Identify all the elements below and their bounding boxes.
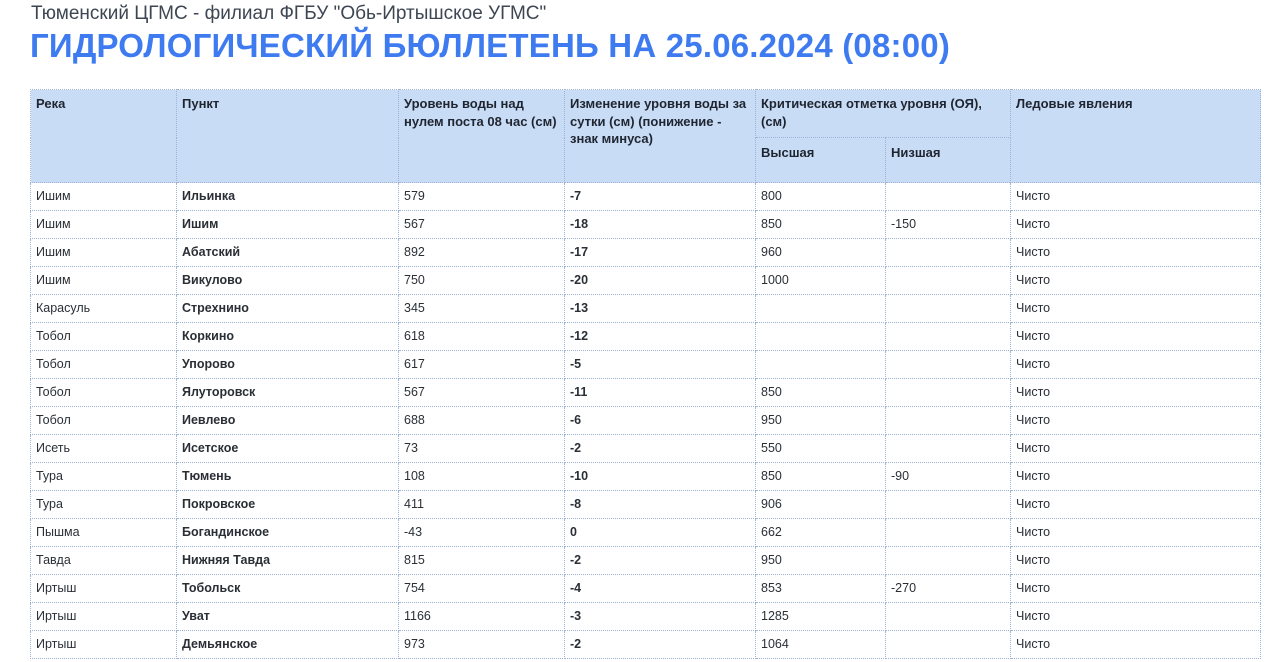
low-cell — [886, 435, 1011, 463]
change-cell: -6 — [565, 407, 756, 435]
high-cell: 960 — [756, 239, 886, 267]
level-cell: 750 — [399, 267, 565, 295]
table-body — [31, 183, 1261, 659]
river-cell: Тобол — [31, 351, 177, 379]
ice-cell: Чисто — [1011, 211, 1261, 239]
ice-cell: Чисто — [1011, 295, 1261, 323]
table-row — [31, 547, 1261, 575]
point-cell: Тобольск — [177, 575, 399, 603]
river-cell: Пышма — [31, 519, 177, 547]
low-cell — [886, 631, 1011, 659]
low-cell — [886, 519, 1011, 547]
river-cell: Иртыш — [31, 631, 177, 659]
change-cell: -3 — [565, 603, 756, 631]
river-cell: Исеть — [31, 435, 177, 463]
level-cell: 892 — [399, 239, 565, 267]
level-cell: 618 — [399, 323, 565, 351]
high-cell: 853 — [756, 575, 886, 603]
table-row — [31, 183, 1261, 211]
ice-cell: Чисто — [1011, 463, 1261, 491]
low-cell — [886, 491, 1011, 519]
level-cell: 108 — [399, 463, 565, 491]
change-cell: -2 — [565, 547, 756, 575]
level-cell: 617 — [399, 351, 565, 379]
river-cell: Иртыш — [31, 603, 177, 631]
low-cell: -150 — [886, 211, 1011, 239]
change-cell: -18 — [565, 211, 756, 239]
level-cell: 579 — [399, 183, 565, 211]
high-cell: 1000 — [756, 267, 886, 295]
header-critical: Критическая отметка уровня (ОЯ), (см) — [756, 90, 1011, 138]
river-cell: Карасуль — [31, 295, 177, 323]
ice-cell: Чисто — [1011, 183, 1261, 211]
header-point: Пункт — [177, 90, 399, 183]
table-row — [31, 491, 1261, 519]
change-cell: -20 — [565, 267, 756, 295]
change-cell: -7 — [565, 183, 756, 211]
change-cell: -2 — [565, 631, 756, 659]
header-level: Уровень воды над нулем поста 08 час (см) — [399, 90, 565, 183]
table-row — [31, 407, 1261, 435]
high-cell: 850 — [756, 463, 886, 491]
header-change: Изменение уровня воды за сутки (см) (понижение - знак минуса) — [565, 90, 756, 183]
ice-cell: Чисто — [1011, 547, 1261, 575]
low-cell — [886, 379, 1011, 407]
header-row — [31, 90, 1261, 138]
low-cell — [886, 183, 1011, 211]
change-cell: -8 — [565, 491, 756, 519]
ice-cell: Чисто — [1011, 435, 1261, 463]
point-cell: Ильинка — [177, 183, 399, 211]
change-cell: -13 — [565, 295, 756, 323]
low-cell — [886, 295, 1011, 323]
table-row — [31, 603, 1261, 631]
river-cell: Тобол — [31, 323, 177, 351]
high-cell: 906 — [756, 491, 886, 519]
point-cell: Покровское — [177, 491, 399, 519]
header-low: Низшая — [886, 138, 1011, 183]
table-row — [31, 211, 1261, 239]
level-cell: 973 — [399, 631, 565, 659]
organization-subtitle: Тюменский ЦГМС - филиал ФГБУ "Обь-Иртышское УГМС" — [31, 3, 547, 24]
table-row — [31, 323, 1261, 351]
point-cell: Стрехнино — [177, 295, 399, 323]
ice-cell: Чисто — [1011, 323, 1261, 351]
change-cell: -17 — [565, 239, 756, 267]
low-cell: -90 — [886, 463, 1011, 491]
change-cell: -12 — [565, 323, 756, 351]
ice-cell: Чисто — [1011, 519, 1261, 547]
point-cell: Абатский — [177, 239, 399, 267]
low-cell — [886, 547, 1011, 575]
point-cell: Ишим — [177, 211, 399, 239]
low-cell — [886, 603, 1011, 631]
change-cell: 0 — [565, 519, 756, 547]
ice-cell: Чисто — [1011, 239, 1261, 267]
river-cell: Тобол — [31, 379, 177, 407]
low-cell — [886, 239, 1011, 267]
point-cell: Ялуторовск — [177, 379, 399, 407]
high-cell: 850 — [756, 379, 886, 407]
point-cell: Демьянское — [177, 631, 399, 659]
change-cell: -5 — [565, 351, 756, 379]
point-cell: Богандинское — [177, 519, 399, 547]
point-cell: Упорово — [177, 351, 399, 379]
low-cell — [886, 351, 1011, 379]
river-cell: Тура — [31, 463, 177, 491]
change-cell: -11 — [565, 379, 756, 407]
table-row — [31, 379, 1261, 407]
high-cell — [756, 323, 886, 351]
river-cell: Ишим — [31, 267, 177, 295]
page-title: ГИДРОЛОГИЧЕСКИЙ БЮЛЛЕТЕНЬ НА 25.06.2024 (08:00) — [30, 27, 951, 64]
river-cell: Ишим — [31, 211, 177, 239]
table-row — [31, 631, 1261, 659]
point-cell: Уват — [177, 603, 399, 631]
ice-cell: Чисто — [1011, 491, 1261, 519]
ice-cell: Чисто — [1011, 631, 1261, 659]
table-row — [31, 519, 1261, 547]
river-cell: Ишим — [31, 239, 177, 267]
ice-cell: Чисто — [1011, 351, 1261, 379]
point-cell: Исетское — [177, 435, 399, 463]
table-row — [31, 575, 1261, 603]
level-cell: 567 — [399, 211, 565, 239]
level-cell: 411 — [399, 491, 565, 519]
level-cell: 567 — [399, 379, 565, 407]
low-cell — [886, 267, 1011, 295]
level-cell: 1166 — [399, 603, 565, 631]
river-cell: Тобол — [31, 407, 177, 435]
level-cell: 688 — [399, 407, 565, 435]
high-cell — [756, 351, 886, 379]
ice-cell: Чисто — [1011, 379, 1261, 407]
point-cell: Иевлево — [177, 407, 399, 435]
point-cell: Тюмень — [177, 463, 399, 491]
table-row — [31, 463, 1261, 491]
high-cell: 850 — [756, 211, 886, 239]
table-row — [31, 267, 1261, 295]
level-cell: 815 — [399, 547, 565, 575]
header-ice: Ледовые явления — [1011, 90, 1261, 183]
ice-cell: Чисто — [1011, 575, 1261, 603]
river-cell: Иртыш — [31, 575, 177, 603]
table-row — [31, 239, 1261, 267]
point-cell: Викулово — [177, 267, 399, 295]
level-cell: 345 — [399, 295, 565, 323]
level-cell: 754 — [399, 575, 565, 603]
change-cell: -2 — [565, 435, 756, 463]
table-row — [31, 351, 1261, 379]
high-cell: 1064 — [756, 631, 886, 659]
high-cell: 550 — [756, 435, 886, 463]
low-cell: -270 — [886, 575, 1011, 603]
level-cell: 73 — [399, 435, 565, 463]
river-cell: Тура — [31, 491, 177, 519]
table-row — [31, 295, 1261, 323]
change-cell: -4 — [565, 575, 756, 603]
high-cell: 800 — [756, 183, 886, 211]
change-cell: -10 — [565, 463, 756, 491]
low-cell — [886, 323, 1011, 351]
hydrology-table — [30, 89, 1261, 659]
high-cell — [756, 295, 886, 323]
high-cell: 950 — [756, 407, 886, 435]
high-cell: 950 — [756, 547, 886, 575]
ice-cell: Чисто — [1011, 407, 1261, 435]
low-cell — [886, 407, 1011, 435]
header-river: Река — [31, 90, 177, 183]
point-cell: Коркино — [177, 323, 399, 351]
table-row — [31, 435, 1261, 463]
high-cell: 1285 — [756, 603, 886, 631]
ice-cell: Чисто — [1011, 267, 1261, 295]
level-cell: -43 — [399, 519, 565, 547]
header-high: Высшая — [756, 138, 886, 183]
river-cell: Тавда — [31, 547, 177, 575]
river-cell: Ишим — [31, 183, 177, 211]
ice-cell: Чисто — [1011, 603, 1261, 631]
high-cell: 662 — [756, 519, 886, 547]
point-cell: Нижняя Тавда — [177, 547, 399, 575]
